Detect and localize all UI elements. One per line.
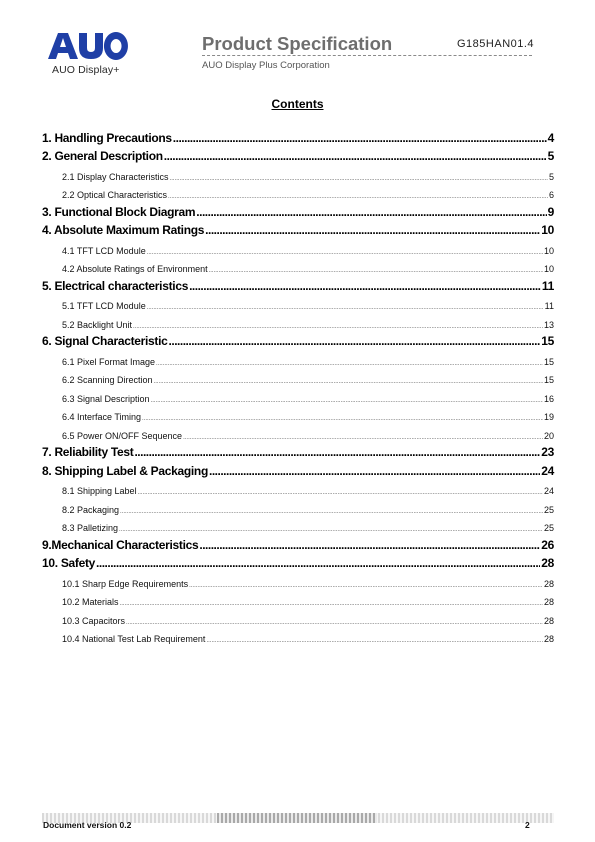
toc-subsection-entry[interactable] (42, 589, 554, 608)
toc-entry-label: 2.2 Optical Characteristics (62, 190, 168, 200)
toc-entry-page: 5 (547, 149, 554, 163)
toc-subsection-entry[interactable] (42, 626, 554, 645)
toc-dot-leader (120, 601, 543, 607)
toc-entry-label: 10.1 Sharp Edge Requirements (62, 578, 189, 589)
toc-section-entry[interactable] (42, 552, 554, 571)
model-number: G185HAN01.4 (457, 38, 535, 50)
toc-dot-leader (169, 334, 541, 348)
toc-entry-page: 28 (541, 556, 554, 570)
logo-subtitle: AUO Display+ (52, 64, 120, 76)
toc-entry-label: 8. Shipping Label & Packaging (42, 463, 208, 478)
toc-entry-page: 6 (548, 190, 554, 200)
toc-entry-label: 10.4 National Test Lab Requirement (62, 634, 206, 644)
toc-section-entry[interactable] (42, 219, 554, 238)
toc-dot-leader (134, 445, 540, 459)
contents-heading: Contents (271, 97, 324, 111)
toc-dot-leader (133, 324, 543, 330)
toc-entry-page: 9 (547, 204, 554, 219)
toc-entry-label: 6.1 Pixel Format Image (62, 356, 156, 367)
toc-entry-page: 15 (543, 375, 554, 385)
toc-section-entry[interactable] (42, 330, 554, 349)
toc-dot-leader (119, 527, 543, 533)
toc-entry-label: 1. Handling Precautions (42, 130, 172, 145)
page-number: 2 (525, 820, 530, 830)
toc-subsection-entry[interactable] (42, 367, 554, 386)
toc-dot-leader (168, 194, 548, 200)
toc-section-entry[interactable] (42, 200, 554, 219)
toc-entry-label: 6.3 Signal Description (62, 393, 150, 404)
toc-dot-leader (189, 279, 541, 293)
toc-entry-label: 2. General Description (42, 149, 163, 163)
toc-entry-label: 5.1 TFT LCD Module (62, 301, 146, 311)
toc-entry-label: 8.3 Palletizing (62, 523, 119, 533)
toc-entry-label: 8.1 Shipping Label (62, 486, 137, 496)
toc-entry-label: 10.3 Capacitors (62, 615, 126, 626)
toc-entry-page: 11 (541, 278, 554, 293)
toc-dot-leader (196, 205, 546, 219)
toc-dot-leader (205, 223, 540, 237)
toc-entry-page: 10 (541, 223, 554, 237)
toc-dot-leader (156, 361, 543, 367)
toc-entry-label: 5.2 Backlight Unit (62, 319, 133, 330)
toc-entry-label: 6. Signal Characteristic (42, 334, 168, 348)
toc-entry-page: 23 (541, 445, 554, 459)
toc-entry-label: 9.Mechanical Characteristics (42, 537, 199, 552)
toc-entry-page: 13 (543, 319, 554, 330)
toc-dot-leader (142, 416, 543, 422)
toc-dot-leader (209, 464, 540, 478)
toc-entry-page: 24 (541, 463, 554, 478)
toc-subsection-entry[interactable] (42, 293, 554, 312)
toc-entry-label: 3. Functional Block Diagram (42, 204, 196, 219)
toc-entry-page: 28 (543, 597, 554, 607)
toc-entry-label: 4. Absolute Maximum Ratings (42, 223, 205, 237)
toc-subsection-entry[interactable] (42, 311, 554, 330)
toc-entry-label: 6.4 Interface Timing (62, 412, 142, 422)
toc-entry-page: 20 (543, 430, 554, 441)
toc-section-entry[interactable] (42, 441, 554, 460)
toc-entry-label: 7. Reliability Test (42, 445, 134, 459)
toc-entry-page: 10 (543, 245, 554, 256)
toc-section-entry[interactable] (42, 126, 554, 145)
toc-entry-page: 25 (543, 504, 554, 515)
toc-subsection-entry[interactable] (42, 422, 554, 441)
toc-dot-leader (154, 379, 543, 385)
toc-subsection-entry[interactable] (42, 570, 554, 589)
toc-section-entry[interactable] (42, 274, 554, 293)
toc-entry-label: 6.2 Scanning Direction (62, 375, 153, 385)
toc-dot-leader (147, 250, 543, 256)
toc-entry-page: 26 (541, 537, 554, 552)
toc-subsection-entry[interactable] (42, 163, 554, 182)
toc-entry-label: 2.1 Display Characteristics (62, 171, 169, 182)
document-title: Product Specification (202, 33, 393, 54)
toc-entry-page: 15 (543, 356, 554, 367)
toc-dot-leader (183, 435, 543, 441)
toc-entry-page: 25 (543, 523, 554, 533)
toc-entry-label: 5. Electrical characteristics (42, 278, 189, 293)
toc-entry-label: 10. Safety (42, 556, 96, 570)
toc-entry-label: 6.5 Power ON/OFF Sequence (62, 430, 183, 441)
toc-subsection-entry[interactable] (42, 404, 554, 423)
document-version: Document version 0.2 (43, 820, 132, 830)
toc-dot-leader (199, 538, 540, 552)
toc-dot-leader (164, 149, 547, 163)
toc-entry-page: 24 (543, 486, 554, 496)
toc-dot-leader (96, 556, 540, 570)
toc-entry-label: 4.1 TFT LCD Module (62, 245, 146, 256)
toc-entry-label: 4.2 Absolute Ratings of Environment (62, 264, 208, 274)
toc-subsection-entry[interactable] (42, 607, 554, 626)
toc-dot-leader (151, 398, 543, 404)
toc-entry-page: 5 (548, 171, 554, 182)
toc-entry-page: 19 (543, 412, 554, 422)
toc-dot-leader (173, 131, 547, 145)
header-divider (202, 55, 532, 56)
toc-subsection-entry[interactable] (42, 256, 554, 275)
toc-subsection-entry[interactable] (42, 237, 554, 256)
toc-dot-leader (120, 509, 543, 515)
company-name: AUO Display Plus Corporation (202, 60, 330, 71)
toc-dot-leader (206, 638, 543, 644)
toc-entry-label: 10.2 Materials (62, 597, 119, 607)
toc-dot-leader (126, 620, 543, 626)
toc-dot-leader (147, 305, 544, 311)
toc-subsection-entry[interactable] (42, 385, 554, 404)
table-of-contents (42, 126, 554, 644)
toc-subsection-entry[interactable] (42, 478, 554, 497)
toc-dot-leader (138, 490, 543, 496)
toc-entry-page: 4 (547, 130, 554, 145)
toc-subsection-entry[interactable] (42, 182, 554, 201)
toc-section-entry[interactable] (42, 459, 554, 478)
toc-section-entry[interactable] (42, 533, 554, 552)
toc-entry-page: 28 (543, 615, 554, 626)
toc-section-entry[interactable] (42, 145, 554, 164)
toc-entry-label: 8.2 Packaging (62, 504, 120, 515)
toc-entry-page: 11 (544, 301, 554, 311)
toc-entry-page: 10 (543, 264, 554, 274)
toc-entry-page: 28 (543, 578, 554, 589)
toc-dot-leader (170, 176, 548, 182)
toc-subsection-entry[interactable] (42, 515, 554, 534)
toc-dot-leader (189, 583, 543, 589)
toc-entry-page: 15 (541, 334, 554, 348)
toc-subsection-entry[interactable] (42, 348, 554, 367)
toc-entry-page: 16 (543, 393, 554, 404)
toc-dot-leader (209, 268, 543, 274)
toc-subsection-entry[interactable] (42, 496, 554, 515)
toc-entry-page: 28 (543, 634, 554, 644)
